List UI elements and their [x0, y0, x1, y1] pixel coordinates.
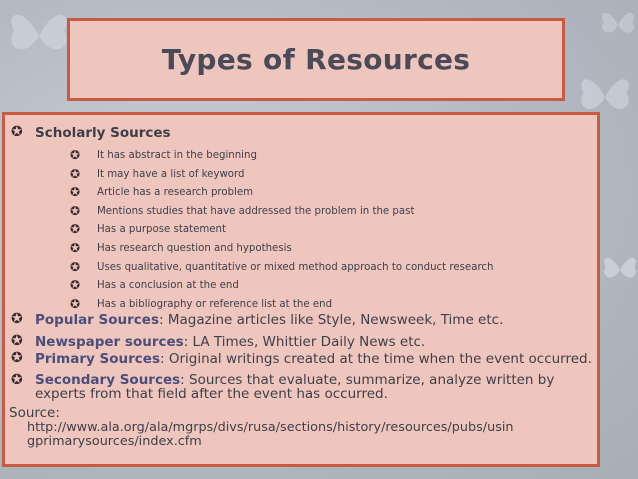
content-box: [2, 112, 600, 467]
scholarly-list-item: [70, 298, 332, 312]
primary-label: Primary Sources: [35, 351, 160, 367]
hollow-circle-bullet-icon: ✪: [70, 203, 81, 218]
primary-desc: : Original writings created at the time when the event occurred.: [159, 351, 592, 367]
hollow-circle-bullet-icon: ✪: [70, 166, 81, 181]
scholarly-list-item: [70, 223, 226, 237]
butterfly-decoration-icon: [600, 250, 638, 290]
source-url-line1: http://www.ala.org/ala/mgrps/divs/rusa/sections/history/resources/pubs/usin: [27, 420, 514, 435]
scholarly-item-text: Has a conclusion at the end: [97, 280, 239, 292]
butterfly-decoration-icon: [4, 6, 74, 66]
scholarly-label: Scholarly Sources: [35, 125, 171, 141]
scholarly-item-text: It may have a list of keyword: [97, 168, 245, 180]
scholarly-item-text: Has a bibliography or reference list at the end: [97, 298, 333, 310]
scholarly-list-item: [70, 149, 257, 163]
scholarly-list-item: [70, 242, 292, 256]
scholarly-list-item: [70, 205, 414, 219]
scholarly-item-text: Uses qualitative, quantitative or mixed method approach to conduct research: [97, 261, 494, 273]
bullet-primary: [11, 351, 592, 367]
hollow-circle-bullet-icon: ✪: [11, 124, 23, 140]
hollow-circle-bullet-icon: ✪: [70, 241, 81, 255]
secondary-desc-line1: : Sources that evaluate, summarize, analyze written by: [180, 372, 555, 388]
source-url: [27, 421, 597, 449]
newspaper-desc: : LA Times, Whittier Daily News etc.: [183, 334, 426, 350]
hollow-circle-bullet-icon: ✪: [70, 259, 81, 274]
scholarly-list-item: [70, 168, 245, 182]
scholarly-item-text: Has research question and hypothesis: [97, 243, 292, 254]
butterfly-decoration-icon: [598, 5, 638, 45]
newspaper-label: Newspaper sources: [35, 334, 184, 350]
hollow-circle-bullet-icon: ✪: [70, 278, 81, 293]
secondary-desc-line2: experts from that field after the event has occurred.: [35, 386, 388, 402]
bullet-popular: [11, 312, 503, 328]
hollow-circle-bullet-icon: ✪: [70, 222, 81, 237]
popular-desc: : Magazine articles like Style, Newsweek, Time etc.: [159, 312, 504, 328]
hollow-circle-bullet-icon: ✪: [11, 311, 23, 327]
scholarly-item-text: Has a purpose statement: [97, 224, 227, 236]
hollow-circle-bullet-icon: ✪: [70, 185, 81, 200]
hollow-circle-bullet-icon: ✪: [11, 372, 23, 388]
hollow-circle-bullet-icon: ✪: [11, 333, 23, 349]
bullet-newspaper: [11, 334, 425, 350]
hollow-circle-bullet-icon: ✪: [70, 148, 81, 162]
title-box: [67, 18, 565, 101]
source-url-line2: gprimarysources/index.cfm: [27, 434, 202, 449]
bullet-scholarly: [11, 125, 171, 141]
hollow-circle-bullet-icon: ✪: [70, 296, 81, 311]
secondary-label: Secondary Sources: [35, 372, 181, 388]
scholarly-item-text: It has abstract in the beginning: [97, 150, 257, 161]
scholarly-list-item: [70, 186, 253, 200]
source-label: Source:: [9, 405, 60, 421]
scholarly-list-item: [70, 261, 493, 275]
hollow-circle-bullet-icon: ✪: [11, 350, 23, 366]
bullet-secondary: [11, 373, 554, 401]
scholarly-item-text: Article has a research problem: [97, 187, 254, 199]
slide-title: Types of Resources: [161, 43, 471, 76]
scholarly-list-item: [70, 279, 239, 293]
scholarly-item-text: Mentions studies that have addressed the problem in the past: [97, 205, 415, 217]
popular-label: Popular Sources: [35, 312, 159, 328]
